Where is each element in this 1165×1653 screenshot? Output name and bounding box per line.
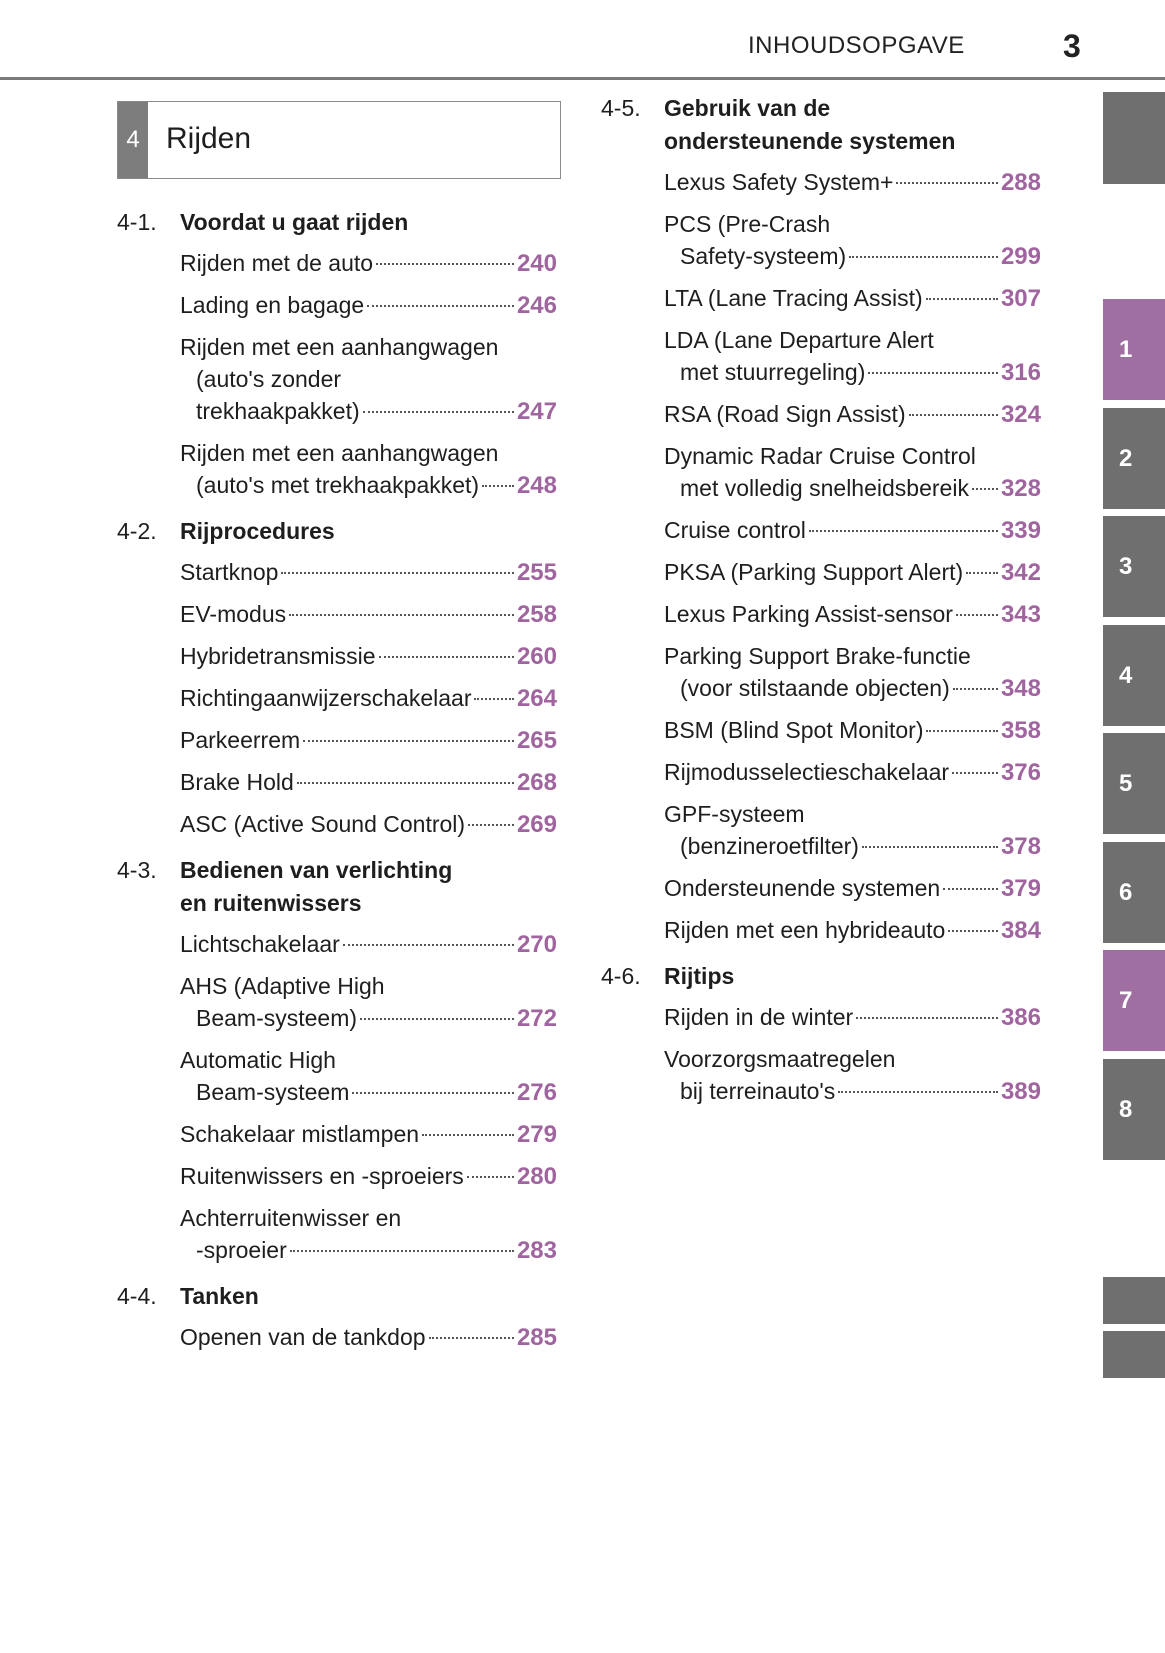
toc-entry[interactable] (180, 556, 557, 589)
toc-entry-row (180, 640, 557, 673)
toc-entry[interactable] (180, 437, 557, 502)
toc-entry-text: PKSA (Parking Support Alert) (664, 559, 964, 585)
toc-entry-row (180, 808, 557, 841)
page-link[interactable]: 328 (1000, 475, 1041, 502)
section-heading (117, 1280, 557, 1313)
section-number: 4-1. (117, 209, 157, 235)
dot-leader (352, 1092, 514, 1094)
page-link[interactable]: 288 (1000, 169, 1041, 196)
toc-entry[interactable] (664, 514, 1041, 547)
page-link[interactable]: 270 (516, 931, 557, 958)
toc-entry-text: (auto's zonder (196, 366, 342, 392)
section-title-line: Rijtips (664, 963, 735, 989)
toc-entry-text: Rijmodusselectieschakelaar (664, 759, 950, 785)
toc-entry-row (664, 282, 1041, 315)
section-heading (117, 515, 557, 548)
toc-entry-row (180, 1321, 557, 1354)
section-title (180, 515, 335, 548)
toc-entry-text: LDA (Lane Departure Alert (664, 327, 934, 353)
section-title (664, 92, 955, 158)
toc-entry-row (664, 1001, 1041, 1034)
chapter-tab-4[interactable]: 4 (1103, 625, 1165, 726)
toc-entry-text: Automatic High (180, 1047, 336, 1073)
section-heading (601, 92, 1041, 158)
dot-leader (281, 572, 514, 574)
section-heading (117, 206, 557, 239)
toc-entry-text: Parking Support Brake-functie (664, 643, 971, 669)
section-title (664, 960, 734, 993)
toc-entry-text: met volledig snelheidsbereik (680, 475, 969, 501)
page-link[interactable]: 283 (516, 1237, 557, 1264)
page-link[interactable]: 376 (1000, 759, 1041, 786)
header-divider (0, 77, 1165, 80)
dot-leader (809, 530, 998, 532)
toc-entry-text: Dynamic Radar Cruise Control (664, 443, 976, 469)
dot-leader (926, 298, 998, 300)
chapter-title: Rijden (166, 122, 252, 155)
toc-entry-text: Lading en bagage (180, 292, 365, 318)
toc-entry-row (180, 1118, 557, 1151)
toc-entry[interactable] (180, 682, 557, 715)
chapter-tab-2[interactable]: 2 (1103, 408, 1165, 509)
section-number: 4-6. (601, 963, 641, 989)
chapter-tab-blank[interactable] (1103, 92, 1165, 184)
page-link[interactable]: 316 (1000, 359, 1041, 386)
toc-entry[interactable] (664, 640, 1041, 705)
dot-leader (303, 740, 514, 742)
toc-column-left (117, 206, 557, 1367)
toc-entry-row (180, 1002, 557, 1035)
dot-leader (856, 1017, 998, 1019)
toc-entry[interactable] (664, 440, 1041, 505)
dot-leader (956, 614, 998, 616)
toc-entry-text: bij terreinauto's (680, 1078, 836, 1104)
dot-leader (468, 824, 514, 826)
chapter-number: 4 (118, 102, 148, 178)
page-link[interactable]: 248 (516, 472, 557, 499)
toc-entry-row (664, 756, 1041, 789)
toc-entry-text: Voorzorgsmaatregelen (664, 1046, 896, 1072)
dot-leader (297, 782, 514, 784)
section-title (180, 854, 452, 920)
dot-leader (429, 1337, 514, 1339)
toc-entry-row (664, 514, 1041, 547)
chapter-tab-7[interactable]: 7 (1103, 950, 1165, 1051)
chapter-tab-blank[interactable] (1103, 1277, 1165, 1324)
toc-entry-row (180, 766, 557, 799)
section-title-line: Gebruik van de (664, 95, 831, 121)
toc-entry-text: Lexus Parking Assist-sensor (664, 601, 953, 627)
section-title-line: ondersteunende systemen (664, 128, 956, 154)
section-title (180, 206, 408, 239)
chapter-tab-3[interactable]: 3 (1103, 516, 1165, 617)
chapter-tab-6[interactable]: 6 (1103, 842, 1165, 943)
dot-leader (896, 182, 997, 184)
toc-entry-text: Rijden met de auto (180, 250, 374, 276)
dot-leader (482, 485, 514, 487)
dot-leader (909, 414, 998, 416)
page-link[interactable]: 378 (1000, 833, 1041, 860)
toc-entry[interactable] (180, 1118, 557, 1151)
section-title-line: en ruitenwissers (180, 890, 362, 916)
section-heading (601, 960, 1041, 993)
toc-column-right (601, 92, 1041, 1121)
page-link[interactable]: 269 (516, 811, 557, 838)
toc-entry-row (664, 830, 1041, 863)
toc-entry[interactable] (180, 928, 557, 961)
toc-entry-row (180, 1160, 557, 1193)
toc-entry[interactable] (664, 556, 1041, 589)
page-link[interactable]: 348 (1000, 675, 1041, 702)
toc-entry-text: Rijden met een hybrideauto (664, 917, 946, 943)
toc-entry-row (664, 672, 1041, 705)
page-link[interactable]: 260 (516, 643, 557, 670)
toc-entry[interactable] (664, 1001, 1041, 1034)
toc-entry[interactable] (664, 1043, 1041, 1108)
toc-entry-text: Brake Hold (180, 769, 294, 795)
toc-entry-row (664, 914, 1041, 947)
section-number: 4-5. (601, 95, 641, 121)
section-spacer (601, 1117, 1041, 1121)
toc-entry-text: Rijden met een aanhangwagen (180, 440, 499, 466)
dot-leader (838, 1091, 998, 1093)
page-link[interactable]: 386 (1000, 1004, 1041, 1031)
page-link[interactable]: 258 (516, 601, 557, 628)
page-link[interactable]: 343 (1000, 601, 1041, 628)
toc-entry-text: Rijden met een aanhangwagen (180, 334, 499, 360)
toc-entry[interactable] (664, 208, 1041, 273)
page-link[interactable]: 339 (1000, 517, 1041, 544)
toc-entry[interactable] (180, 766, 557, 799)
dot-leader (948, 930, 998, 932)
toc-entry-text: Startknop (180, 559, 279, 585)
toc-entry-text: Safety-systeem) (680, 243, 847, 269)
page-link[interactable]: 358 (1000, 717, 1041, 744)
toc-entry-text: Richtingaanwijzerschakelaar (180, 685, 472, 711)
page-link[interactable]: 307 (1000, 285, 1041, 312)
page-link[interactable]: 285 (516, 1324, 557, 1351)
dot-leader (972, 488, 998, 490)
dot-leader (868, 372, 998, 374)
dot-leader (360, 1018, 514, 1020)
page-link[interactable]: 279 (516, 1121, 557, 1148)
toc-entry[interactable] (664, 756, 1041, 789)
toc-entry[interactable] (180, 1321, 557, 1354)
page-link[interactable]: 247 (516, 398, 557, 425)
section-number: 4-2. (117, 518, 157, 544)
toc-entry[interactable] (664, 398, 1041, 431)
toc-entry[interactable] (664, 872, 1041, 905)
toc-entry[interactable] (180, 808, 557, 841)
toc-entry-row (664, 356, 1041, 389)
toc-entry-text: BSM (Blind Spot Monitor) (664, 717, 924, 743)
toc-entry-text: ASC (Active Sound Control) (180, 811, 466, 837)
toc-entry-text: (auto's met trekhaakpakket) (196, 472, 480, 498)
toc-entry-row (180, 724, 557, 757)
toc-entry[interactable] (664, 166, 1041, 199)
page-link[interactable]: 379 (1000, 875, 1041, 902)
dot-leader (952, 772, 998, 774)
chapter-tab-8[interactable]: 8 (1103, 1059, 1165, 1160)
toc-entry-row (664, 1075, 1041, 1108)
toc-entry-text: EV-modus (180, 601, 287, 627)
section-heading (117, 854, 557, 920)
section-number: 4-3. (117, 857, 157, 883)
toc-entry[interactable] (180, 289, 557, 322)
section-number: 4-4. (117, 1283, 157, 1309)
toc-entry-text: PCS (Pre-Crash (664, 211, 831, 237)
page-link[interactable]: 240 (516, 250, 557, 277)
toc-entry-text: GPF-systeem (664, 801, 805, 827)
page-link[interactable]: 389 (1000, 1078, 1041, 1105)
toc-entry-text: Openen van de tankdop (180, 1324, 426, 1350)
dot-leader (849, 256, 998, 258)
chapter-tab-5[interactable]: 5 (1103, 733, 1165, 834)
toc-entry-row (664, 872, 1041, 905)
page-link[interactable]: 268 (516, 769, 557, 796)
toc-entry-text: Ruitenwissers en -sproeiers (180, 1163, 464, 1189)
toc-entry-row (180, 469, 557, 502)
toc-entry-text: Parkeerrem (180, 727, 301, 753)
page-link[interactable]: 276 (516, 1079, 557, 1106)
toc-entry-row (180, 247, 557, 280)
page-link[interactable]: 324 (1000, 401, 1041, 428)
toc-entry-row (664, 240, 1041, 273)
toc-entry-row (180, 289, 557, 322)
toc-entry[interactable] (664, 714, 1041, 747)
toc-entry-text: RSA (Road Sign Assist) (664, 401, 906, 427)
toc-entry-row (664, 714, 1041, 747)
toc-entry-text: Hybridetransmissie (180, 643, 376, 669)
toc-entry-row (180, 598, 557, 631)
section-title-line: Rijprocedures (180, 518, 335, 544)
toc-entry-row (180, 928, 557, 961)
toc-entry-text: Cruise control (664, 517, 806, 543)
toc-entry-text: Lichtschakelaar (180, 931, 340, 957)
dot-leader (953, 688, 998, 690)
chapter-tab-1[interactable]: 1 (1103, 299, 1165, 400)
toc-entry[interactable] (180, 724, 557, 757)
page-link[interactable]: 246 (516, 292, 557, 319)
toc-entry-text: Schakelaar mistlampen (180, 1121, 420, 1147)
dot-leader (966, 572, 998, 574)
page-link[interactable]: 342 (1000, 559, 1041, 586)
toc-entry[interactable] (180, 1160, 557, 1193)
toc-entry-text: met stuurregeling) (680, 359, 866, 385)
toc-entry-text: (voor stilstaande objecten) (680, 675, 950, 701)
page-link[interactable]: 264 (516, 685, 557, 712)
dot-leader (862, 846, 998, 848)
toc-entry[interactable] (664, 798, 1041, 863)
toc-entry-row (180, 395, 557, 428)
toc-entry-row (180, 682, 557, 715)
toc-entry-text: Beam-systeem (196, 1079, 350, 1105)
toc-entry-row (180, 1234, 557, 1267)
toc-entry[interactable] (664, 598, 1041, 631)
dot-leader (422, 1134, 514, 1136)
page-link[interactable]: 255 (516, 559, 557, 586)
page-header-title: INHOUDSOPGAVE (748, 32, 965, 59)
toc-entry-text: (benzineroetfilter) (680, 833, 859, 859)
toc-entry-row (664, 472, 1041, 505)
toc-entry[interactable] (180, 247, 557, 280)
page-link[interactable]: 384 (1000, 917, 1041, 944)
toc-entry-row (664, 556, 1041, 589)
toc-entry[interactable] (180, 640, 557, 673)
chapter-tab-blank[interactable] (1103, 1331, 1165, 1378)
dot-leader (343, 944, 514, 946)
section-title-line: Tanken (180, 1283, 259, 1309)
dot-leader (474, 698, 513, 700)
toc-entry-text: Achterruitenwisser en (180, 1205, 402, 1231)
toc-entry-text: Ondersteunende systemen (664, 875, 941, 901)
toc-entry[interactable] (180, 1044, 557, 1109)
toc-entry-text: trekhaakpakket) (196, 398, 360, 424)
toc-entry[interactable] (664, 914, 1041, 947)
toc-entry-text: LTA (Lane Tracing Assist) (664, 285, 923, 311)
section-title-line: Bedienen van verlichting (180, 857, 453, 883)
page-link[interactable]: 299 (1000, 243, 1041, 270)
page-link[interactable]: 272 (516, 1005, 557, 1032)
section-title-line: Voordat u gaat rijden (180, 209, 409, 235)
chapter-heading (117, 101, 561, 179)
toc-entry-row (664, 398, 1041, 431)
toc-entry-row (180, 1076, 557, 1109)
dot-leader (289, 614, 514, 616)
toc-entry-row (180, 556, 557, 589)
toc-entry-row (664, 166, 1041, 199)
toc-entry-text: -sproeier (196, 1237, 287, 1263)
toc-entry[interactable] (664, 324, 1041, 389)
dot-leader (379, 656, 514, 658)
dot-leader (943, 888, 998, 890)
dot-leader (467, 1176, 514, 1178)
section-spacer (117, 1363, 557, 1367)
toc-entry-text: Rijden in de winter (664, 1004, 854, 1030)
page-link[interactable]: 265 (516, 727, 557, 754)
toc-entry-text: AHS (Adaptive High (180, 973, 385, 999)
page-number: 3 (1063, 28, 1081, 64)
toc-entry[interactable] (180, 331, 557, 428)
toc-entry[interactable] (180, 1202, 557, 1267)
dot-leader (376, 263, 514, 265)
toc-entry-row (664, 598, 1041, 631)
toc-entry-text: Lexus Safety System+ (664, 169, 894, 195)
toc-entry-text: Beam-systeem) (196, 1005, 358, 1031)
dot-leader (363, 411, 514, 413)
section-title (180, 1280, 259, 1313)
toc-entry[interactable] (664, 282, 1041, 315)
dot-leader (367, 305, 514, 307)
toc-entry[interactable] (180, 598, 557, 631)
dot-leader (926, 730, 997, 732)
toc-entry[interactable] (180, 970, 557, 1035)
page-link[interactable]: 280 (516, 1163, 557, 1190)
dot-leader (290, 1250, 514, 1252)
